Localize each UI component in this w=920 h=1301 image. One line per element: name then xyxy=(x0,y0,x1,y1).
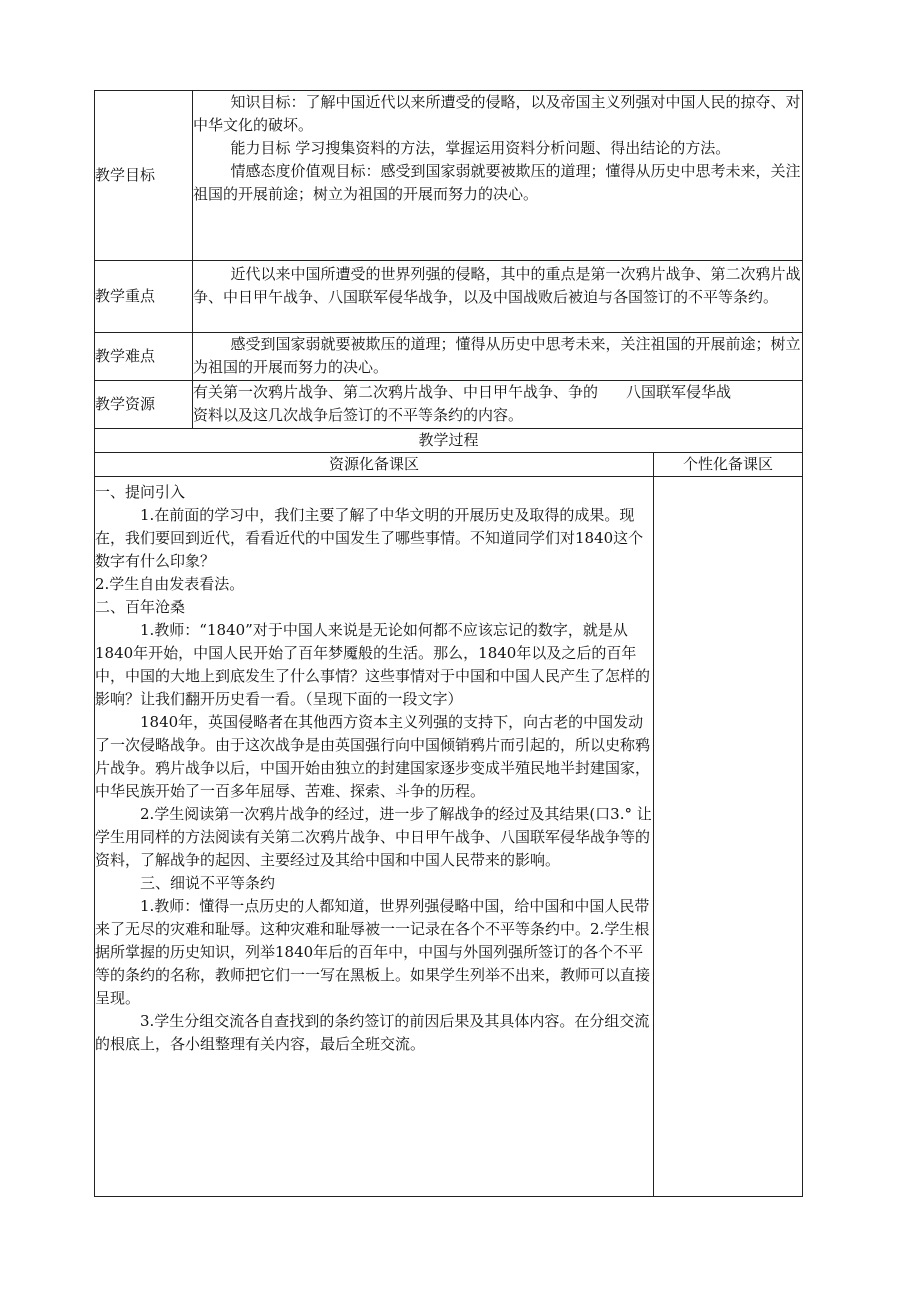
resources-line-1 xyxy=(193,381,802,404)
paragraph-7: 3.学生分组交流各自查找到的条约签订的前因后果及其具体内容。在分组交流的根底上，各小组整理有关内容，最后全班交流。 xyxy=(95,1012,650,1053)
process-body-row xyxy=(95,477,803,1197)
section-3-title: 三、细说不平等条约 xyxy=(140,874,276,892)
resources-content xyxy=(193,381,803,429)
column-side-header: 个性化备课区 xyxy=(654,453,803,477)
paragraph-1: 1.在前面的学习中，我们主要了解了中华文明的开展历史及取得的成果。现在，我们要回到近代，看看近代的中国发生了哪些事情。不知道同学们对1840这个数字有什么印象？ xyxy=(95,506,644,570)
goals-row xyxy=(95,91,803,261)
paragraph-4: 1840年，英国侵略者在其他西方资本主义列强的支持下，向古老的中国发动了一次侵略战争。由于这次战争是由英国强行向中国倾销鸦片而引起的，所以史称鸦片战争。鸦片战争以后，中国开始由独立的封建国家逐步变成半殖民地半封建国家，中华民族开始了一百多年屈辱、苦难、探索、斗争的历程。 xyxy=(95,713,651,800)
resources-line-2: 资料以及这几次战争后签订的不平等条约的内容。 xyxy=(193,406,524,424)
difficulties-label: 教学难点 xyxy=(95,333,193,381)
resources-row xyxy=(95,381,803,429)
process-title-row xyxy=(95,429,803,453)
key-points-row xyxy=(95,261,803,333)
lesson-plan-table xyxy=(94,90,803,1197)
paragraph-6: 1.教师：懂得一点历史的人都知道，世界列强侵略中国，给中国和中国人民带来了无尽的灾难和耻辱。这种灾难和耻辱被一一记录在各个不平等条约中。2.学生根据所掌握的历史知识，列举1840年后的百年中，中国与外国列强所签订的各个不平等的条约的名称，教师把它们一一写在黑板上。如果学生列举不出来，教师可以直接呈现。 xyxy=(95,897,651,1007)
key-points-content xyxy=(193,261,803,333)
key-points-text: 近代以来中国所遭受的世界列强的侵略，其中的重点是第一次鸦片战争、第二次鸦片战争、中日甲午战争、八国联军侵华战争，以及中国战败后被迫与各国签订的不平等条约。 xyxy=(193,265,801,306)
difficulties-text: 感受到国家弱就要被欺压的道理；懂得从历史中思考未来，关注祖国的开展前途；树立为祖国的开展而努力的决心。 xyxy=(193,335,801,376)
process-columns-row xyxy=(95,453,803,477)
difficulties-row xyxy=(95,333,803,381)
paragraph-3: 1.教师：“1840”对于中国人来说是无论如何都不应该忘记的数字，就是从1840年开始，中国人民开始了百年梦魇般的生活。那么，1840年以及之后的百年中，中国的大地上到底发生了什么事情？这些事情对于中国和中国人民产生了怎样的影响？让我们翻开历史看一看。（呈现下面的一段文字） xyxy=(95,621,651,708)
key-points-label: 教学重点 xyxy=(95,261,193,333)
column-main-header: 资源化备课区 xyxy=(95,453,654,477)
paragraph-5: 2.学生阅读第一次鸦片战争的经过，进一步了解战争的经过及其结果(口3.° 让学生用同样的方法阅读有关第二次鸦片战争、中日甲午战争、八国联军侵华战争等的资料，了解战争的起因、主要经过及其给中国和中国人民带来的影响。 xyxy=(95,805,652,869)
goals-label: 教学目标 xyxy=(95,91,193,261)
paragraph-2: 2.学生自由发表看法。 xyxy=(95,575,245,593)
section-1-title: 一、提问引入 xyxy=(95,483,186,501)
goals-content xyxy=(193,91,803,261)
process-title: 教学过程 xyxy=(95,429,803,453)
emotion-goal: 情感态度价值观目标：感受到国家弱就要被欺压的道理；懂得从历史中思考未来，关注祖国的开展前途；树立为祖国的开展而努力的决心。 xyxy=(193,162,801,203)
section-2-title: 二、百年沧桑 xyxy=(95,598,186,616)
difficulties-content xyxy=(193,333,803,381)
personal-prep-area xyxy=(654,477,803,1197)
resources-label: 教学资源 xyxy=(95,381,193,429)
resources-line-1a: 有关第一次鸦片战争、第二次鸦片战争、中日甲午战争、争的 xyxy=(193,383,599,401)
knowledge-goal: 知识目标：了解中国近代以来所遭受的侵略，以及帝国主义列强对中国人民的掠夺、对中华文化的破坏。 xyxy=(193,93,801,134)
ability-goal: 能力目标 学习搜集资料的方法，掌握运用资料分析问题、得出结论的方法。 xyxy=(230,139,731,157)
main-prep-area xyxy=(95,477,654,1197)
resources-line-1b: 八国联军侵华战 xyxy=(626,383,732,401)
